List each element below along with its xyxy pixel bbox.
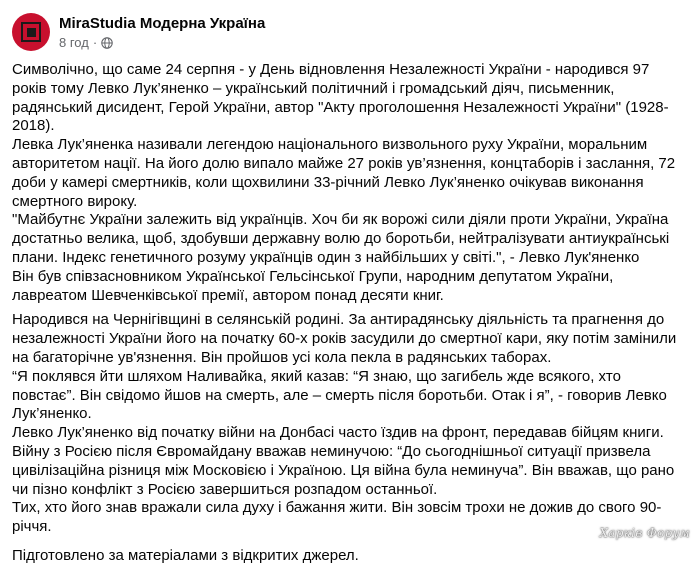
page-name-link[interactable]: MiraStudia Модерна Україна [59, 14, 266, 32]
post-paragraph: Війну з Росією після Євромайдану вважав неминучою: “До сьогоднішньої ситуації призвела цивілізаційна різниця між Московією і Україною. Ця війна була неминуча”. Він вважав, що рано чи пізно конфлікт з Росією завершиться розпадом останньої. [12, 442, 675, 498]
post-paragraph: Він був співзасновником Української Гельсінської Групи, народним депутатом України, лавреатом Шевченківської премії, автором понад десяти книг. [12, 267, 614, 304]
post-meta [59, 14, 265, 51]
post-text [12, 61, 688, 566]
watermark: Харків Форум [599, 526, 690, 540]
post-header [12, 10, 265, 54]
post-paragraph: Підготовлено за матеріалами з відкритих джерел. [12, 546, 359, 564]
globe-icon [101, 36, 113, 48]
avatar[interactable] [12, 13, 50, 51]
post-subline [59, 34, 265, 51]
post-paragraph: Народився на Чернігівщині в селянській родині. За антирадянську діяльність та прагнення до незалежності України його на початку 60-х років засудили до смертної кари, яку потім замінили на багаторічне ув'язнення. Він пройшов усі кола пекла в радянських таборах. [12, 311, 677, 366]
post-paragraph: Левка Лук’яненка називали легендою національного визвольного руху України, моральним авторитетом нації. На його долю випало майже 27 років ув’язнення, концтаборів і заслання, 72 доби у камері смертників, коли щохвилини 33-річний Левко Лук’яненко очікував виконання смертного вироку. [12, 136, 676, 210]
post-paragraph: Тих, хто його знав вражали сила духу і бажання жити. Він зовсім трохи не дожив до свого 90-річчя. [12, 499, 662, 536]
logo-outer-square [21, 22, 41, 42]
post-paragraph: “Я поклявся йти шляхом Наливайка, який казав: “Я знаю, що загибель жде всякого, хто повстає”. Він свідомо йшов на смерть, але – смерть після боротьби. Отак і я”, - говорив Левко Лук’яненко. [12, 367, 667, 423]
logo-inner-square [27, 28, 36, 37]
post-paragraph: "Майбутнє України залежить від українців. Хоч би як ворожі сили діяли проти України, Україна достатньо велика, щоб, здобувши державну волю до боротьби, нейтралізувати антиукраїнські плани. Індекс генетичного розуму українців один з найбільших у світі.", - Левко Лук'яненко [12, 211, 670, 266]
post-paragraph: Символічно, що саме 24 серпня - у День відновлення Незалежності України - народився 97 років тому Левко Лук’яненко – український політичний і громадський діяч, письменник, радянський дисидент, Герой України, автор "Акту проголошення Незалежності України" (1928-2018). [12, 61, 669, 135]
post-time-link[interactable]: 8 год [59, 34, 89, 50]
separator-dot: · [92, 34, 98, 50]
post-paragraph: Левко Лук’яненко від початку війни на Донбасі часто їздив на фронт, передавав бійцям книги. [12, 424, 664, 442]
